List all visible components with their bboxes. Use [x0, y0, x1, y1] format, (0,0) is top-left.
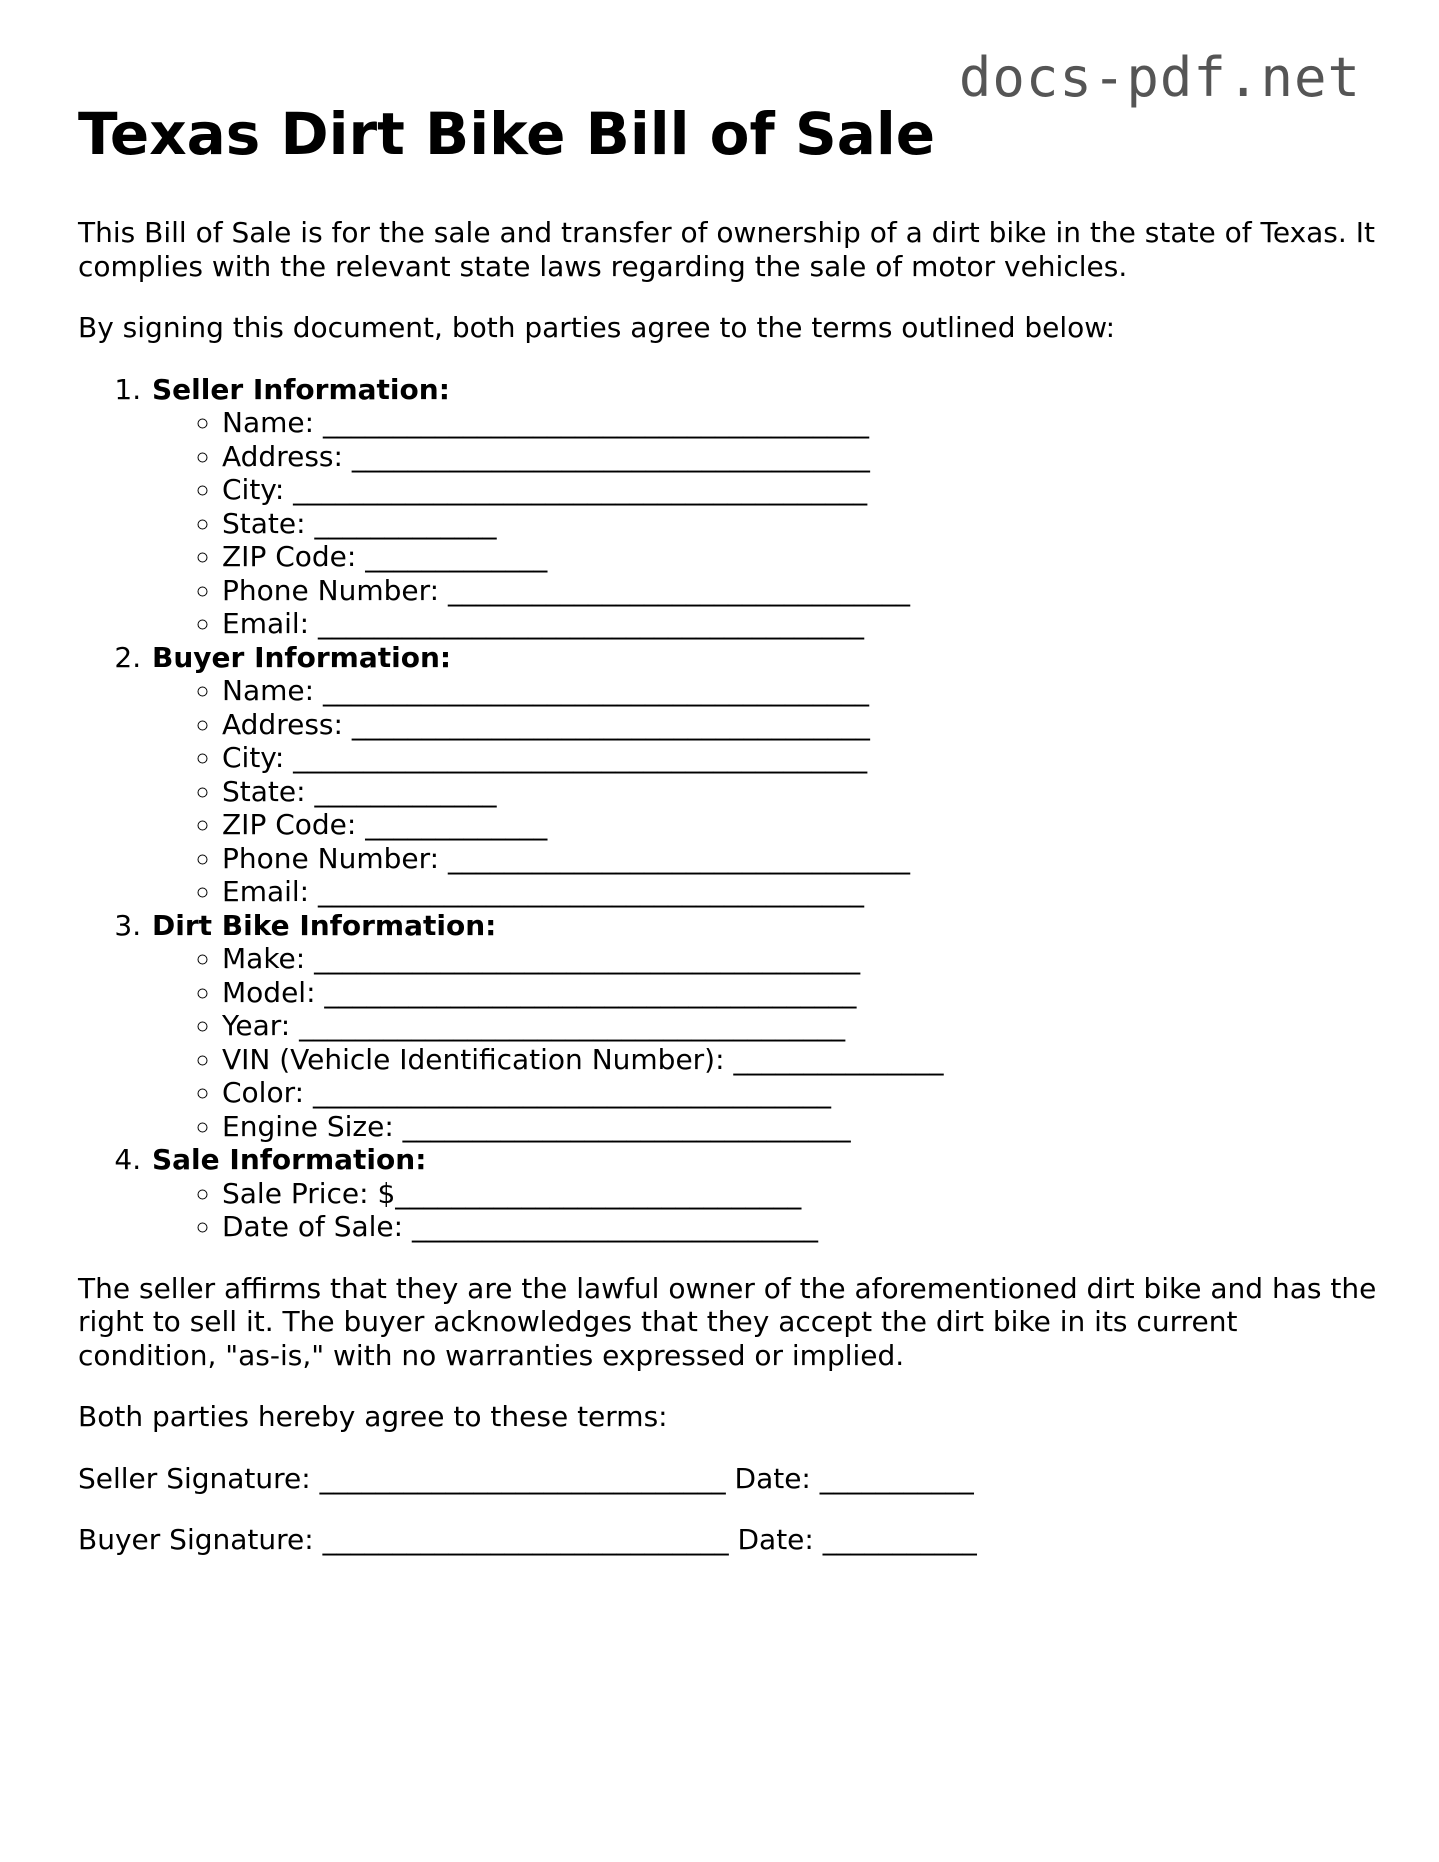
buyer-state-field: ◦ State: _____________	[222, 775, 1378, 809]
bike-vin-field: ◦ VIN (Vehicle Identification Number): _______________	[222, 1043, 1378, 1077]
bike-model-field: ◦ Model: ______________________________________	[222, 976, 1378, 1010]
seller-state-field: ◦ State: _____________	[222, 507, 1378, 541]
agreement-statement: By signing this document, both parties agree to the terms outlined below:	[78, 311, 1116, 344]
watermark: docs-pdf.net	[958, 46, 1361, 109]
bike-color-field: ◦ Color: _____________________________________	[222, 1076, 1378, 1110]
buyer-address-field: ◦ Address: _____________________________________	[222, 708, 1378, 742]
bike-make-field: ◦ Make: _______________________________________	[222, 942, 1378, 976]
section-title: Seller Information:	[152, 372, 450, 406]
agreement-closing: Both parties hereby agree to these terms:	[78, 1400, 668, 1433]
buyer-signature-line: Buyer Signature: _____________________________ Date: ___________	[78, 1523, 977, 1556]
section-seller	[150, 373, 1378, 641]
sale-date-field: ◦ Date of Sale: _____________________________	[222, 1210, 1378, 1244]
sale-price-field: ◦ Sale Price: $_____________________________	[222, 1177, 1378, 1211]
seller-address-field: ◦ Address: _____________________________________	[222, 440, 1378, 474]
section-title: Buyer Information:	[152, 640, 452, 674]
buyer-name-field: ◦ Name: _______________________________________	[222, 674, 1378, 708]
buyer-zip-field: ◦ ZIP Code: _____________	[222, 808, 1378, 842]
bike-engine-size-field: ◦ Engine Size: ________________________________	[222, 1110, 1378, 1144]
document-body	[78, 98, 1378, 1585]
field-list	[152, 942, 1378, 1143]
seller-phone-field: ◦ Phone Number: _________________________________	[222, 574, 1378, 608]
field-list	[152, 674, 1378, 909]
section-dirt-bike	[150, 909, 1378, 1144]
sections-list	[78, 373, 1378, 1244]
seller-zip-field: ◦ ZIP Code: _____________	[222, 540, 1378, 574]
seller-email-field: ◦ Email: _______________________________________	[222, 607, 1378, 641]
section-sale	[150, 1143, 1378, 1244]
field-list	[152, 406, 1378, 641]
buyer-email-field: ◦ Email: _______________________________________	[222, 875, 1378, 909]
section-title: Dirt Bike Information:	[152, 908, 497, 942]
affirmation-paragraph: The seller affirms that they are the lawful owner of the aforementioned dirt bike and has the right to sell it. The buyer acknowledges that they accept the dirt bike in its current condition, "as-is," with no warranties expressed or implied.	[78, 1271, 1377, 1372]
section-title: Sale Information:	[152, 1143, 427, 1176]
section-buyer	[150, 641, 1378, 909]
seller-city-field: ◦ City: _________________________________________	[222, 473, 1378, 507]
seller-name-field: ◦ Name: _______________________________________	[222, 406, 1378, 440]
buyer-phone-field: ◦ Phone Number: _________________________________	[222, 842, 1378, 876]
bike-year-field: ◦ Year: _______________________________________	[222, 1009, 1378, 1043]
intro-paragraph: This Bill of Sale is for the sale and transfer of ownership of a dirt bike in the state of Texas. It complies with the relevant state laws regarding the sale of motor vehicles.	[78, 216, 1375, 283]
buyer-city-field: ◦ City: _________________________________________	[222, 741, 1378, 775]
page-title: Texas Dirt Bike Bill of Sale	[78, 100, 936, 168]
seller-signature-line: Seller Signature: _____________________________ Date: ___________	[78, 1461, 974, 1495]
field-list	[152, 1177, 1378, 1244]
